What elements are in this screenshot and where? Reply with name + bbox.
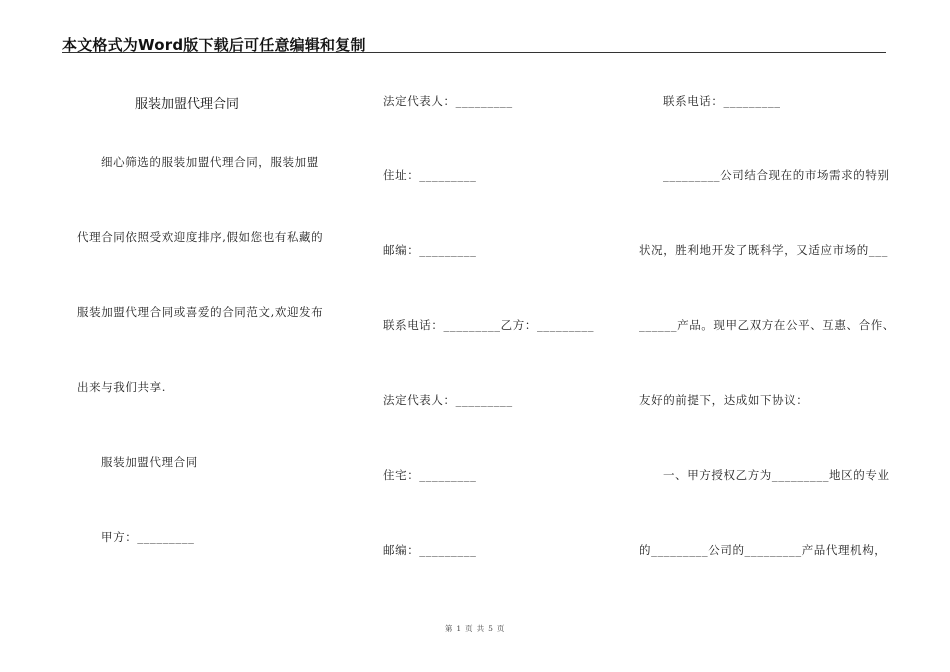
page-number: 第 1 页 共 5 页 (444, 624, 506, 633)
clause-line: 一、甲方授权乙方为_________地区的专业 (663, 468, 890, 482)
paragraph-line: 细心筛选的服装加盟代理合同，服装加盟 (101, 155, 319, 169)
postcode-field: 邮编：_________ (383, 243, 477, 257)
document-title: 服装加盟代理合同 (135, 97, 240, 112)
legal-rep-field: 法定代表人：_________ (383, 393, 513, 407)
paragraph-line: 状况，胜利地开发了既科学，又适应市场的___ (639, 243, 888, 257)
residence-field: 住宅：_________ (383, 468, 477, 482)
header-divider (62, 52, 886, 53)
paragraph-line: 友好的前提下，达成如下协议： (639, 393, 809, 407)
document-header: 本文格式为Word版下载后可任意编辑和复制 (62, 36, 366, 54)
paragraph-line: 代理合同依照受欢迎度排序,假如您也有私藏的 (77, 230, 324, 244)
legal-rep-field: 法定代表人：_________ (383, 94, 513, 108)
paragraph-line: 出来与我们共享. (77, 380, 166, 394)
phone-field: 联系电话：_________ (663, 94, 781, 108)
clause-line: 的_________公司的_________产品代理机构， (639, 543, 887, 557)
phone-party-b-field: 联系电话：_________乙方：_________ (383, 318, 595, 332)
paragraph-line: _________公司结合现在的市场需求的特别 (663, 168, 890, 182)
paragraph-line: ______产品。现甲乙双方在公平、互惠、合作、 (639, 318, 895, 332)
paragraph-line: 服装加盟代理合同或喜爱的合同范文,欢迎发布 (77, 305, 324, 319)
postcode-field: 邮编：_________ (383, 543, 477, 557)
party-a-field: 甲方：_________ (101, 530, 195, 544)
address-field: 住址：_________ (383, 168, 477, 182)
section-heading: 服装加盟代理合同 (101, 455, 198, 469)
